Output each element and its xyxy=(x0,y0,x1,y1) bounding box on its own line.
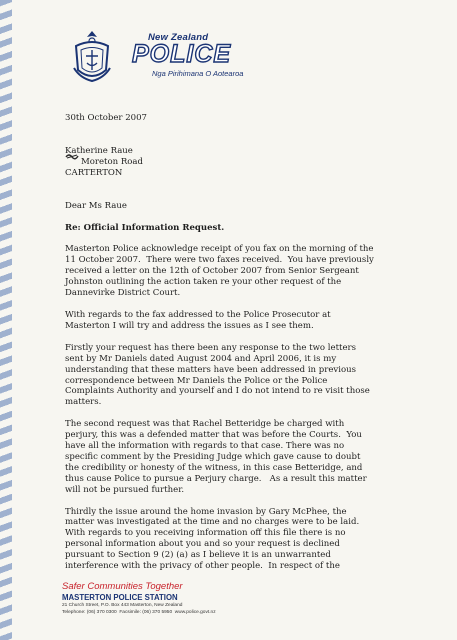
country-label: New Zealand xyxy=(148,32,209,43)
paragraph-line: correspondence between Mr Daniels the Police or the Police xyxy=(65,375,328,386)
paragraph-line: Masterton I will try and address the issues as I see them. xyxy=(65,320,314,331)
paragraph xyxy=(65,419,450,495)
paragraph-line: Dannevirke District Court. xyxy=(65,288,181,299)
paragraph-line: Masterton Police acknowledge receipt of you fax on the morning of the xyxy=(65,244,374,255)
station-address: 21 Church Street, P.O. Box 443 Masterton, New Zealand xyxy=(62,603,183,608)
letterhead xyxy=(70,28,270,88)
paragraph-line: sent by Mr Daniels dated August 2004 and April 2006, it is my xyxy=(65,353,337,364)
paragraph-line: The second request was that Rachel Betteridge be charged with xyxy=(65,419,345,430)
station-name: MASTERTON POLICE STATION xyxy=(62,593,178,602)
paragraph-line: specific comment by the Presiding Judge which gave cause to doubt xyxy=(65,451,361,462)
left-edge-stripe xyxy=(0,0,12,640)
subject-line: Re: Official Information Request. xyxy=(65,222,225,233)
recipient-town: CARTERTON xyxy=(65,167,123,178)
paragraph-line: With regards to the fax addressed to the Police Prosecutor at xyxy=(65,309,331,320)
paragraph-line: 11 October 2007. There were two faxes received. You have previously xyxy=(65,255,374,266)
letter-date: 30th October 2007 xyxy=(65,113,147,123)
paragraph-line: Complaints Authority and yourself and I do not intend to re visit those xyxy=(65,386,370,397)
scribble-mark-icon xyxy=(65,152,79,160)
paragraph xyxy=(65,507,450,572)
paragraph-line: matter was investigated at the time and no charges were to be laid. xyxy=(65,517,360,528)
paragraph-line: Firstly your request has there been any response to the two letters xyxy=(65,342,356,353)
paragraph xyxy=(65,343,450,408)
paragraph-line: thus cause Police to pursue a Perjury charge. As a result this matter xyxy=(65,473,367,484)
footer-slogan: Safer Communities Together xyxy=(62,581,183,592)
recipient-name: Katherine Raue xyxy=(65,145,133,156)
paragraph-line: personal information about you and so your request is declined xyxy=(65,539,340,550)
paragraph xyxy=(65,244,450,299)
letter-footer xyxy=(62,581,422,616)
paragraph-line: pursuant to Section 9 (2) (a) as I believe it is an unwarranted xyxy=(65,550,331,561)
salutation: Dear Ms Raue xyxy=(65,200,127,211)
paragraph-line: With regards to you receiving information off this file there is no xyxy=(65,528,346,539)
station-contact: Telephone: (06) 370 0300 Facsimile: (06) 370 5950 www.police.govt.nz xyxy=(62,609,216,615)
paragraph-line: the credibility or honesty of the witness, in this case Betteridge, and xyxy=(65,462,363,473)
paragraph-line: perjury, this was a defended matter that was before the Courts. You xyxy=(65,430,362,441)
paragraph-line: interference with the privacy of other people. In respect of the xyxy=(65,561,340,572)
paragraph-line: received a letter on the 12th of October 2007 from Senior Sergeant xyxy=(65,266,359,277)
recipient-street: Moreton Road xyxy=(81,156,143,167)
maori-name: Nga Pirihimana O Aotearoa xyxy=(152,69,244,78)
paragraph xyxy=(65,310,450,332)
paragraph-line: Johnston outlining the action taken re your other request of the xyxy=(65,277,342,288)
paragraph-line: will not be pursued further. xyxy=(65,484,185,495)
agency-wordmark: POLICE xyxy=(132,40,232,68)
police-crest-icon xyxy=(70,28,114,84)
letter-body xyxy=(65,113,450,572)
paragraph-line: understanding that these matters have been addressed in previous xyxy=(65,364,356,375)
paragraph-line: matters. xyxy=(65,397,102,408)
paragraph-line: Thirdly the issue around the home invasion by Gary McPhee, the xyxy=(65,506,347,517)
paragraph-line: have all the information with regards to that case. There was no xyxy=(65,441,345,452)
